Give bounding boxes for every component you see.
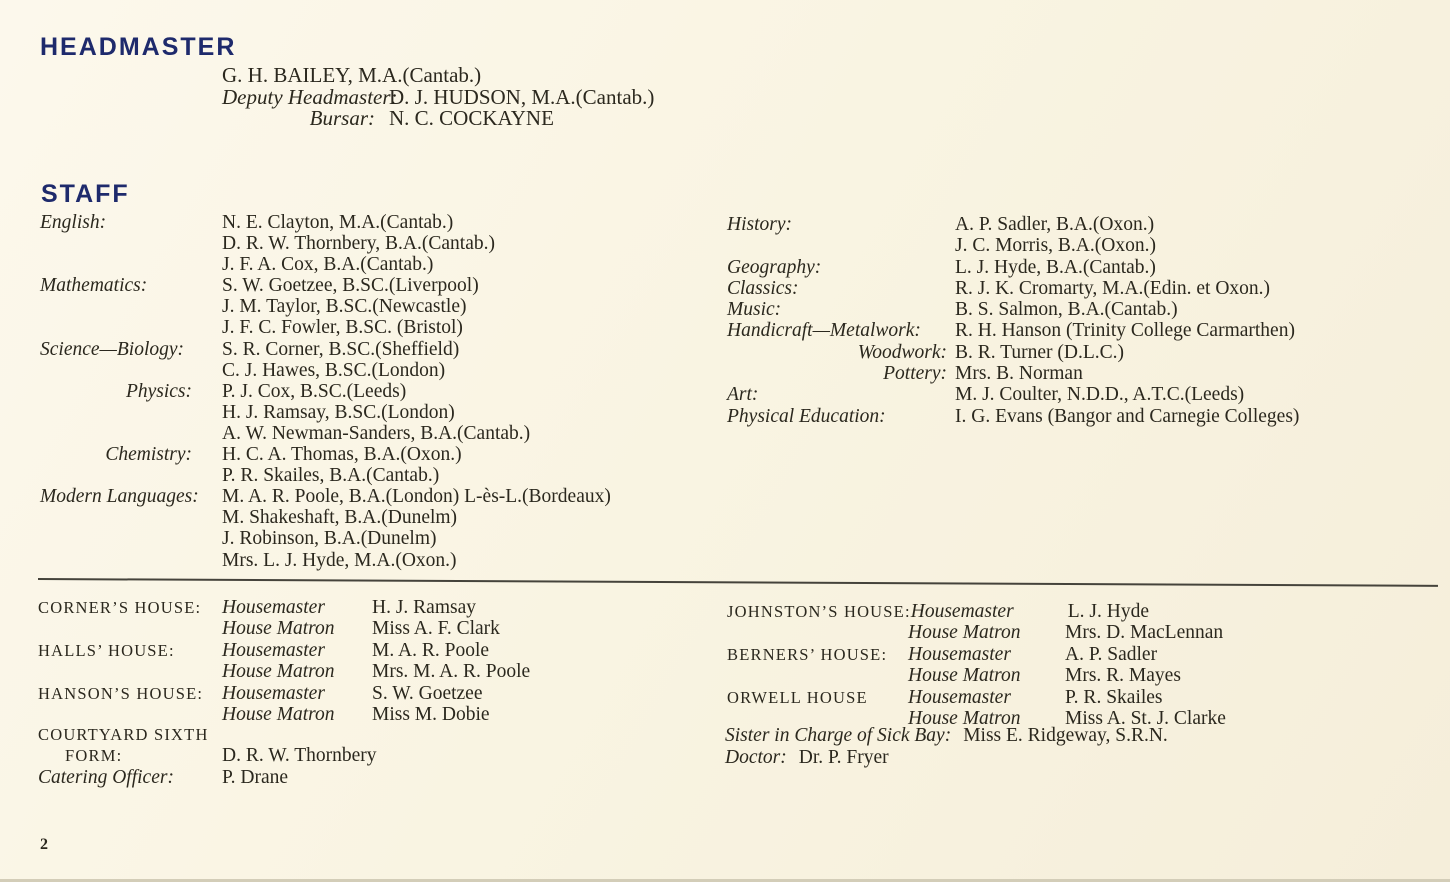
staff-member-name: L. J. Hyde, B.A.(Cantab.): [955, 256, 1156, 278]
staff-row: [727, 257, 1299, 278]
staff-row: [40, 465, 611, 486]
staff-row: [40, 233, 611, 254]
courtyard-label-line1: [38, 724, 377, 745]
house-person-name: Miss M. Dobie: [372, 704, 490, 726]
bursar-label: Bursar:: [309, 106, 375, 130]
staff-member-name: R. H. Hanson (Trinity College Carmarthen): [955, 320, 1295, 342]
staff-member-name: M. Shakeshaft, B.A.(Dunelm): [222, 507, 458, 529]
house-person-name: A. P. Sadler: [1065, 643, 1158, 665]
catering-officer-line: [38, 767, 377, 788]
staff-row: [727, 342, 1299, 363]
staff-member-name: H. J. Ramsay, B.SC.(London): [222, 401, 455, 423]
sick-bay-line: [725, 725, 1168, 747]
staff-member-name: M. J. Coulter, N.D.D., A.T.C.(Leeds): [955, 384, 1245, 406]
staff-subject-label: Chemistry:: [105, 444, 192, 466]
house-row: [727, 622, 1226, 643]
headmaster-name: G. H. BAILEY, M.A.(Cantab.): [222, 63, 482, 87]
staff-table-right: [727, 214, 1299, 427]
house-person-name: H. J. Ramsay: [372, 597, 476, 618]
staff-member-name: I. G. Evans (Bangor and Carnegie Colleges): [955, 405, 1300, 427]
house-role: House Matron: [222, 661, 335, 683]
staff-row: [40, 550, 611, 571]
staff-subject-label: Handicraft—Metalwork:: [727, 320, 921, 342]
staff-row: [40, 360, 611, 381]
staff-row: [40, 296, 611, 317]
catering-officer-name: P. Drane: [222, 766, 289, 788]
house-label: ORWELL HOUSE: [727, 687, 868, 707]
staff-heading: STAFF: [41, 180, 130, 208]
doctor-line: [725, 747, 1168, 769]
staff-subject-label: Science—Biology:: [40, 338, 185, 360]
staff-row: [727, 363, 1299, 384]
staff-row: [727, 406, 1299, 427]
staff-subject-label: Modern Languages:: [40, 486, 199, 508]
staff-member-name: B. S. Salmon, B.A.(Cantab.): [955, 299, 1178, 321]
houses-table-right: [727, 601, 1226, 729]
staff-subject-label: Woodwork:: [857, 341, 947, 363]
house-role: Housemaster: [908, 686, 1011, 708]
house-role: House Matron: [222, 618, 335, 640]
staff-subject-label: Pottery:: [883, 363, 947, 385]
house-person-name: Miss A. St. J. Clarke: [1065, 708, 1226, 730]
house-row: [38, 683, 530, 704]
house-row: [38, 597, 530, 618]
house-role: Housemaster: [222, 682, 325, 704]
house-row: [38, 618, 530, 639]
courtyard-master-name: D. R. W. Thornbery: [222, 745, 377, 767]
staff-subject-label: Art:: [727, 384, 759, 406]
doctor-label: Doctor:: [725, 747, 787, 768]
house-person-name: M. A. R. Poole: [372, 639, 490, 661]
page-number: 2: [40, 836, 48, 853]
staff-member-name: P. J. Cox, B.SC.(Leeds): [222, 380, 407, 402]
house-label: JOHNSTON’S HOUSE:: [727, 602, 911, 621]
deputy-headmaster-name: D. J. HUDSON, M.A.(Cantab.): [389, 84, 655, 109]
staff-member-name: Mrs. L. J. Hyde, M.A.(Oxon.): [222, 549, 457, 571]
doctor-name: Dr. P. Fryer: [798, 747, 889, 768]
staff-member-name: A. W. Newman-Sanders, B.A.(Cantab.): [222, 422, 531, 444]
staff-row: [727, 384, 1299, 405]
staff-row: [40, 528, 611, 549]
house-role: House Matron: [222, 704, 335, 726]
staff-row: [40, 402, 611, 423]
house-role: House Matron: [908, 708, 1021, 730]
house-row: [727, 665, 1226, 686]
courtyard-label-part2: FORM:: [65, 746, 123, 766]
staff-subject-label: Classics:: [727, 277, 799, 299]
house-row: [38, 640, 530, 661]
house-role: House Matron: [908, 622, 1021, 644]
bursar-name: N. C. COCKAYNE: [389, 106, 554, 130]
catering-officer-label: Catering Officer:: [38, 766, 174, 788]
house-person-name: Mrs. M. A. R. Poole: [372, 661, 531, 683]
divider-rule: [38, 578, 1438, 587]
house-person-name: Mrs. D. MacLennan: [1065, 622, 1224, 644]
staff-member-name: C. J. Hawes, B.SC.(London): [222, 359, 446, 381]
courtyard-sixth-form-block: [38, 724, 377, 788]
house-person-name: P. R. Skailes: [1065, 686, 1163, 708]
houses-table-left: [38, 597, 530, 725]
staff-member-name: S. R. Corner, B.SC.(Sheffield): [222, 338, 460, 360]
staff-member-name: S. W. Goetzee, B.SC.(Liverpool): [222, 275, 479, 297]
courtyard-label-part1: COURTYARD SIXTH: [38, 725, 209, 744]
house-label: HANSON’S HOUSE:: [38, 683, 204, 703]
staff-subject-label: Music:: [727, 299, 782, 321]
staff-row: [40, 423, 611, 444]
courtyard-label-line2: [38, 745, 377, 766]
staff-member-name: J. M. Taylor, B.SC.(Newcastle): [222, 296, 467, 318]
staff-member-name: M. A. R. Poole, B.A.(London) L-ès-L.(Bordeaux): [222, 486, 611, 508]
staff-row: [40, 444, 611, 465]
house-role: Housemaster: [910, 601, 1014, 622]
house-row: [38, 704, 530, 725]
house-label: HALLS’ HOUSE:: [38, 640, 175, 660]
staff-subject-label: English:: [40, 212, 107, 233]
staff-row: [727, 299, 1299, 320]
staff-row: [40, 317, 611, 338]
house-person-name: L. J. Hyde: [1067, 601, 1149, 622]
staff-member-name: J. F. A. Cox, B.A.(Cantab.): [222, 254, 434, 276]
deputy-headmaster-label: Deputy Headmaster:: [222, 84, 398, 109]
house-row: [727, 601, 1226, 622]
staff-row: [727, 235, 1299, 256]
sick-bay-sister-name: Miss E. Ridgeway, S.R.N.: [963, 725, 1168, 746]
staff-member-name: N. E. Clayton, M.A.(Cantab.): [222, 212, 454, 233]
medical-block: [725, 725, 1168, 769]
staff-member-name: H. C. A. Thomas, B.A.(Oxon.): [222, 444, 462, 466]
staff-row: [40, 339, 611, 360]
bursar-line: [222, 108, 654, 130]
deputy-headmaster-line: [222, 84, 655, 109]
staff-member-name: J. Robinson, B.A.(Dunelm): [222, 528, 437, 550]
staff-row: [727, 320, 1299, 341]
headmaster-block: [222, 65, 654, 130]
staff-subject-label: Geography:: [727, 256, 822, 278]
staff-subject-label: Physical Education:: [727, 405, 886, 427]
staff-row: [40, 381, 611, 402]
house-row: [727, 687, 1226, 708]
headmaster-line: [222, 65, 654, 87]
staff-subject-label: History:: [727, 214, 792, 235]
staff-member-name: R. J. K. Cromarty, M.A.(Edin. et Oxon.): [955, 277, 1271, 299]
staff-row: [40, 275, 611, 296]
house-person-name: S. W. Goetzee: [372, 682, 483, 704]
staff-member-name: B. R. Turner (D.L.C.): [955, 341, 1125, 363]
house-label: BERNERS’ HOUSE:: [727, 644, 888, 664]
staff-row: [40, 212, 611, 233]
house-role: Housemaster: [222, 639, 325, 661]
staff-row: [727, 214, 1299, 235]
staff-member-name: Mrs. B. Norman: [955, 363, 1083, 385]
house-person-name: Mrs. R. Mayes: [1065, 665, 1181, 687]
staff-member-name: A. P. Sadler, B.A.(Oxon.): [955, 214, 1155, 235]
staff-member-name: J. F. C. Fowler, B.SC. (Bristol): [222, 317, 463, 339]
staff-member-name: J. C. Morris, B.A.(Oxon.): [955, 235, 1156, 257]
staff-row: [727, 278, 1299, 299]
staff-row: [40, 507, 611, 528]
house-role: Housemaster: [222, 597, 325, 618]
staff-row: [40, 254, 611, 275]
staff-subject-label: Mathematics:: [40, 275, 148, 297]
house-role: House Matron: [908, 665, 1021, 687]
sick-bay-label: Sister in Charge of Sick Bay:: [725, 725, 952, 746]
staff-subject-label: Physics:: [125, 380, 192, 402]
staff-member-name: P. R. Skailes, B.A.(Cantab.): [222, 465, 440, 487]
house-label: CORNER’S HOUSE:: [38, 598, 202, 617]
staff-row: [40, 486, 611, 507]
house-person-name: Miss A. F. Clark: [372, 618, 500, 640]
staff-table-left: [40, 212, 611, 571]
house-row: [727, 644, 1226, 665]
headmaster-heading: HEADMASTER: [40, 33, 237, 61]
house-row: [38, 661, 530, 682]
house-role: Housemaster: [908, 643, 1011, 665]
staff-member-name: D. R. W. Thornbery, B.A.(Cantab.): [222, 233, 495, 255]
